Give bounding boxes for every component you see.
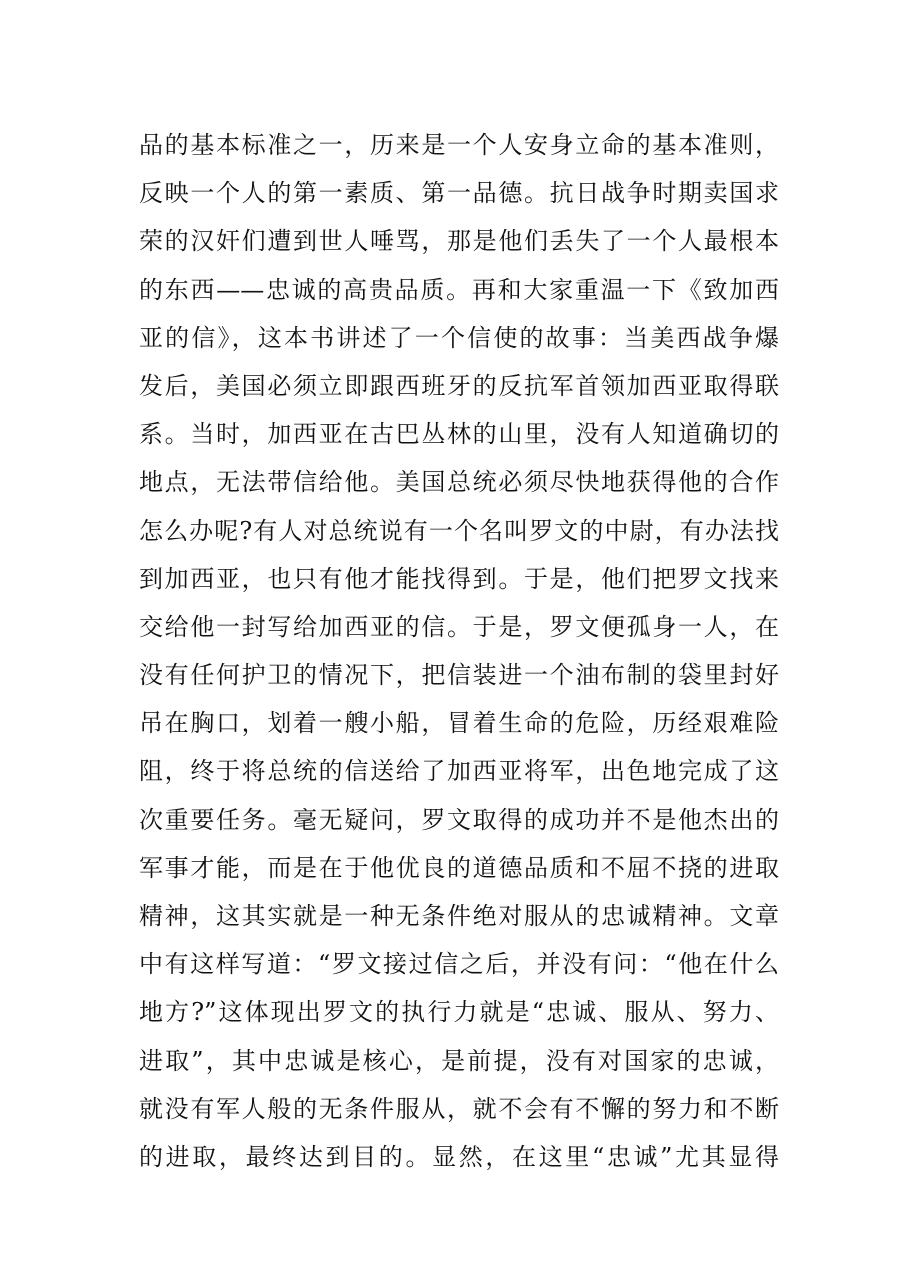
text-line-22: 的进取，最终达到目的。显然，在这里“忠诚”尤其显得 — [139, 1142, 779, 1171]
text-line-2: 反映一个人的第一素质、第一品德。抗日战争时期卖国求 — [139, 179, 779, 208]
text-line-3: 荣的汉奸们遭到世人唾骂，那是他们丢失了一个人最根本 — [139, 227, 779, 256]
body-text — [139, 121, 779, 1181]
text-line-14: 阻，终于将总统的信送给了加西亚将军，出色地完成了这 — [139, 757, 779, 786]
text-line-10: 到加西亚，也只有他才能找得到。于是，他们把罗文找来 — [139, 564, 779, 593]
text-line-11: 交给他一封写给加西亚的信。于是，罗文便孤身一人，在 — [139, 612, 779, 641]
text-line-5: 亚的信》，这本书讲述了一个信使的故事：当美西战争爆 — [139, 323, 779, 352]
text-line-12: 没有任何护卫的情况下，把信装进一个油布制的袋里封好 — [139, 661, 779, 690]
text-line-6: 发后，美国必须立即跟西班牙的反抗军首领加西亚取得联 — [139, 371, 779, 400]
text-line-16: 军事才能，而是在于他优良的道德品质和不屈不挠的进取 — [139, 853, 779, 882]
text-line-15: 次重要任务。毫无疑问，罗文取得的成功并不是他杰出的 — [139, 805, 779, 834]
text-line-8: 地点，无法带信给他。美国总统必须尽快地获得他的合作 — [139, 468, 779, 497]
text-line-4: 的东西——忠诚的高贵品质。再和大家重温一下《致加西 — [139, 275, 779, 304]
text-line-20: 进取”，其中忠诚是核心，是前提，没有对国家的忠诚， — [139, 1046, 779, 1075]
text-line-21: 就没有军人般的无条件服从，就不会有不懈的努力和不断 — [139, 1094, 779, 1123]
text-line-17: 精神，这其实就是一种无条件绝对服从的忠诚精神。文章 — [139, 902, 779, 930]
text-line-9: 怎么办呢?有人对总统说有一个名叫罗文的中尉，有办法找 — [139, 516, 779, 545]
text-line-7: 系。当时，加西亚在古巴丛林的山里，没有人知道确切的 — [139, 420, 779, 449]
text-line-13: 吊在胸口，划着一艘小船，冒着生命的危险，历经艰难险 — [139, 709, 779, 738]
text-line-19: 地方?”这体现出罗文的执行力就是“忠诚、服从、努力、 — [139, 998, 779, 1027]
text-line-18: 中有这样写道：“罗文接过信之后，并没有问：“他在什么 — [139, 950, 779, 979]
text-line-1: 品的基本标准之一，历来是一个人安身立命的基本准则， — [139, 131, 779, 159]
